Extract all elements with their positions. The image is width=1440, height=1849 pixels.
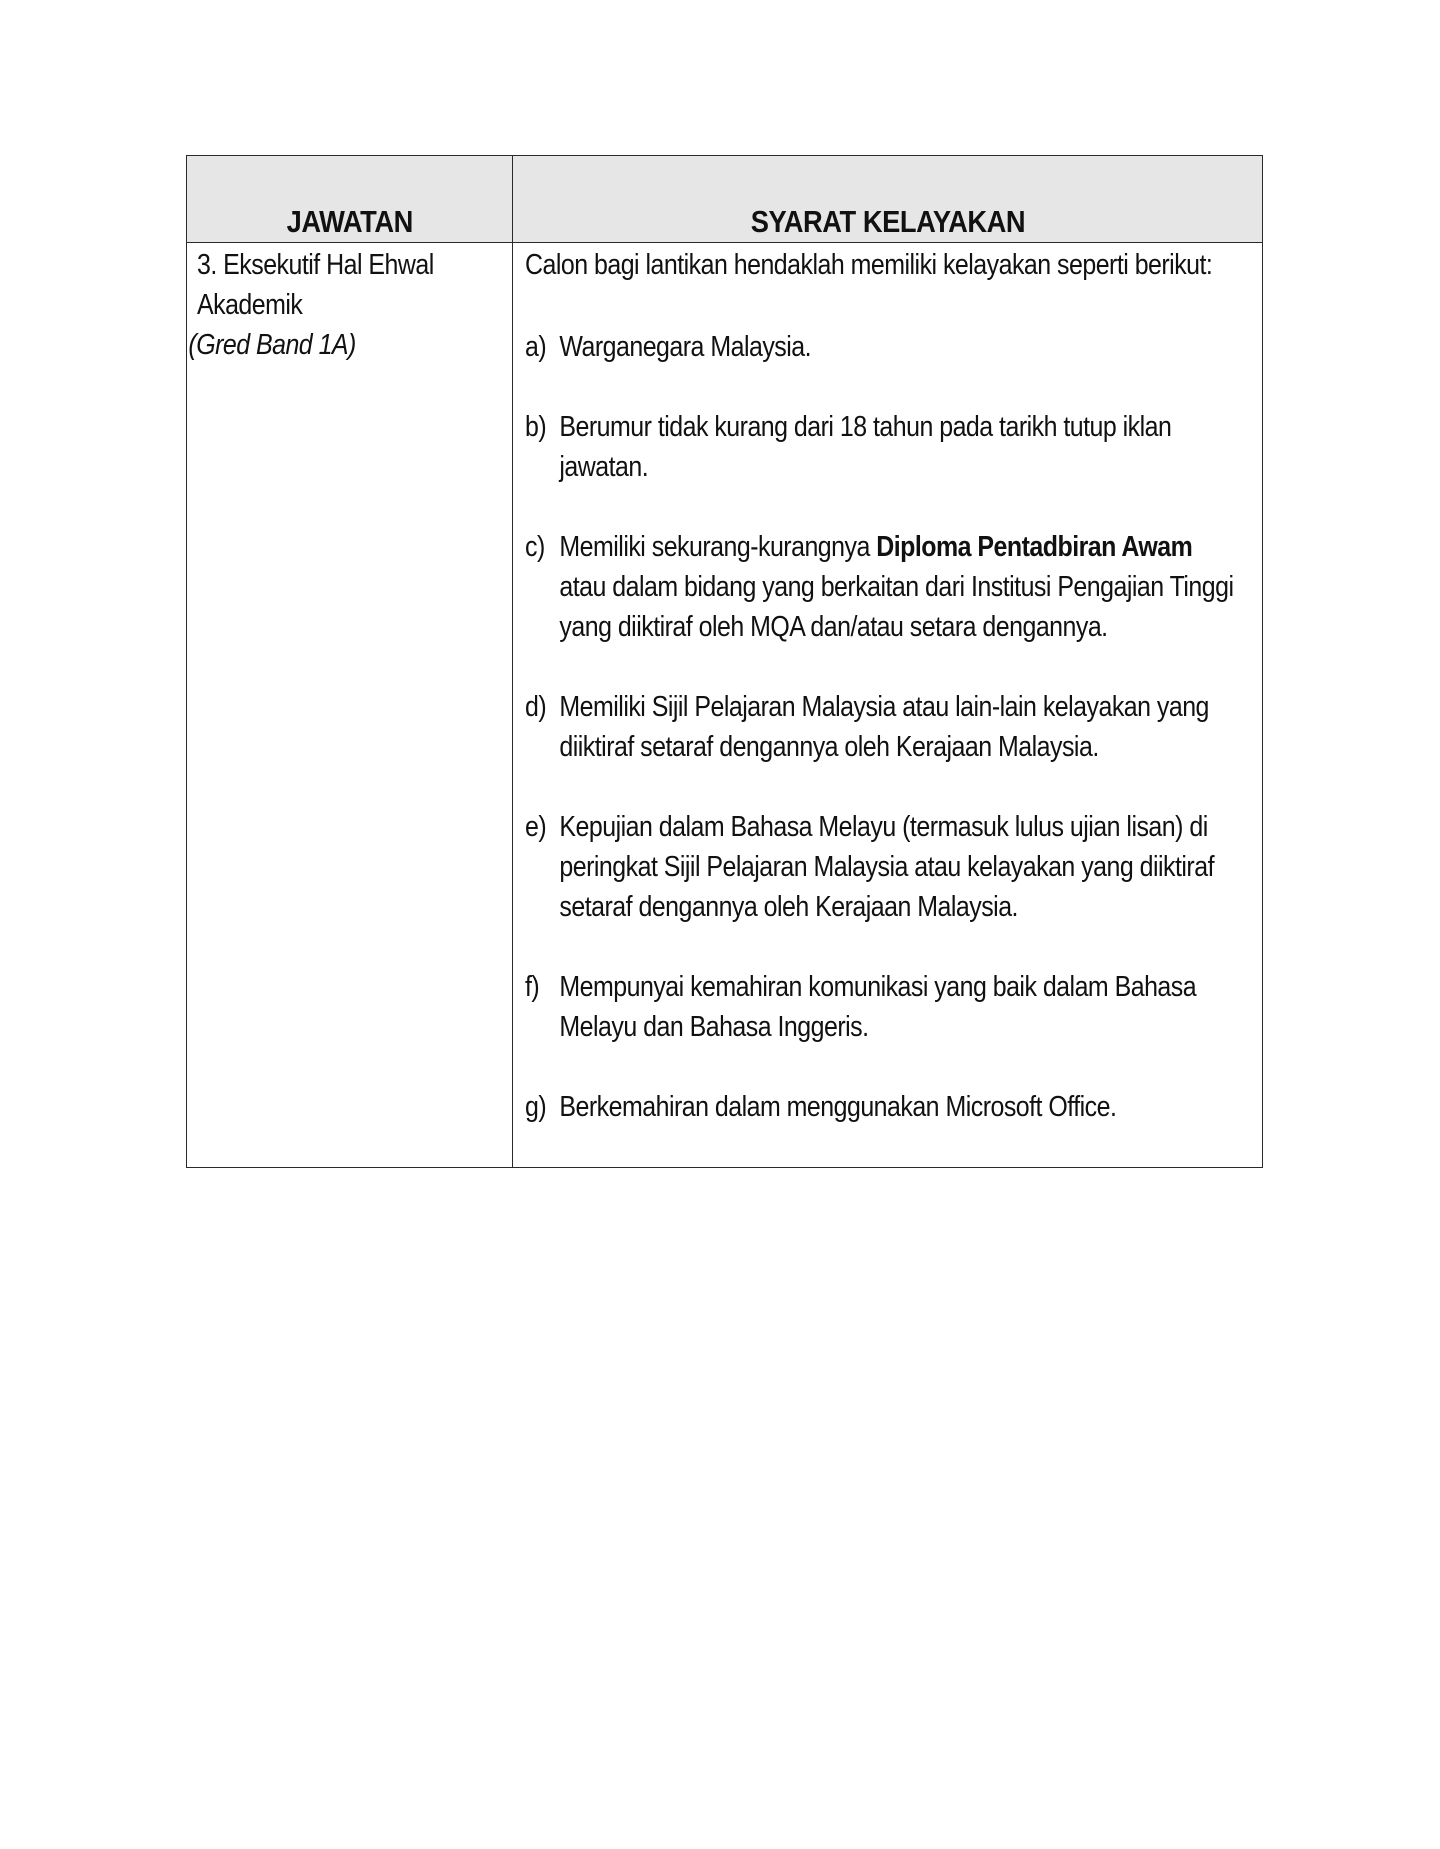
requirement-item-d (525, 687, 1233, 767)
requirement-letter: b) (525, 411, 547, 443)
requirement-item-c (525, 527, 1233, 647)
requirement-text: Berkemahiran dalam menggunakan Microsoft Office. (559, 1091, 1117, 1123)
position-cell (187, 243, 513, 1168)
requirement-text: Memiliki Sijil Pelajaran Malaysia atau lain-lain kelayakan yang (559, 691, 1209, 723)
requirement-letter: d) (525, 691, 547, 723)
requirement-text: setaraf dengannya oleh Kerajaan Malaysia. (559, 891, 1018, 923)
requirement-text: Mempunyai kemahiran komunikasi yang baik dalam Bahasa (559, 971, 1197, 1003)
requirement-letter: f) (525, 971, 540, 1003)
position-title-line2: Akademik (197, 289, 303, 321)
requirement-item-b (525, 407, 1233, 487)
requirement-text: yang diiktiraf oleh MQA dan/atau setara dengannya. (559, 611, 1108, 643)
table-row (187, 243, 1263, 1168)
requirement-letter: g) (525, 1091, 547, 1123)
requirement-text: diiktiraf setaraf dengannya oleh Kerajaan Malaysia. (559, 731, 1099, 763)
requirements-intro: Calon bagi lantikan hendaklah memiliki kelayakan seperti berikut: (525, 249, 1213, 281)
header-position-label: JAWATAN (286, 204, 413, 239)
requirement-text: jawatan. (559, 451, 649, 483)
requirement-bold-qualification: Diploma Pentadbiran Awam (876, 531, 1193, 563)
requirement-item-a (525, 327, 1233, 367)
requirement-item-g (525, 1087, 1233, 1127)
requirement-text: Warganegara Malaysia. (559, 331, 812, 363)
requirements-content (525, 245, 1233, 1167)
requirement-text: Kepujian dalam Bahasa Melayu (termasuk lulus ujian lisan) di (559, 811, 1208, 843)
requirement-letter: e) (525, 811, 547, 843)
requirement-text: Melayu dan Bahasa Inggeris. (559, 1011, 869, 1043)
requirement-text (559, 527, 1233, 567)
requirement-letter: c) (525, 531, 545, 563)
header-position (187, 156, 513, 243)
requirement-text: atau dalam bidang yang berkaitan dari Institusi Pengajian Tinggi (559, 571, 1234, 603)
header-requirements (513, 156, 1263, 243)
requirement-item-e (525, 807, 1233, 927)
requirement-text: Berumur tidak kurang dari 18 tahun pada tarikh tutup iklan (559, 411, 1172, 443)
header-requirements-label: SYARAT KELAYAKAN (750, 204, 1025, 239)
position-grade: (Gred Band 1A) (188, 329, 356, 361)
requirement-letter: a) (525, 331, 547, 363)
position-title-line1: 3. Eksekutif Hal Ehwal (197, 249, 434, 281)
table-header-row (187, 156, 1263, 243)
requirement-item-f (525, 967, 1233, 1047)
requirements-cell (513, 243, 1263, 1168)
requirement-lead: Memiliki sekurang-kurangnya (559, 531, 877, 563)
requirements-table (186, 155, 1263, 1168)
requirement-text: peringkat Sijil Pelajaran Malaysia atau kelayakan yang diiktiraf (559, 851, 1214, 883)
